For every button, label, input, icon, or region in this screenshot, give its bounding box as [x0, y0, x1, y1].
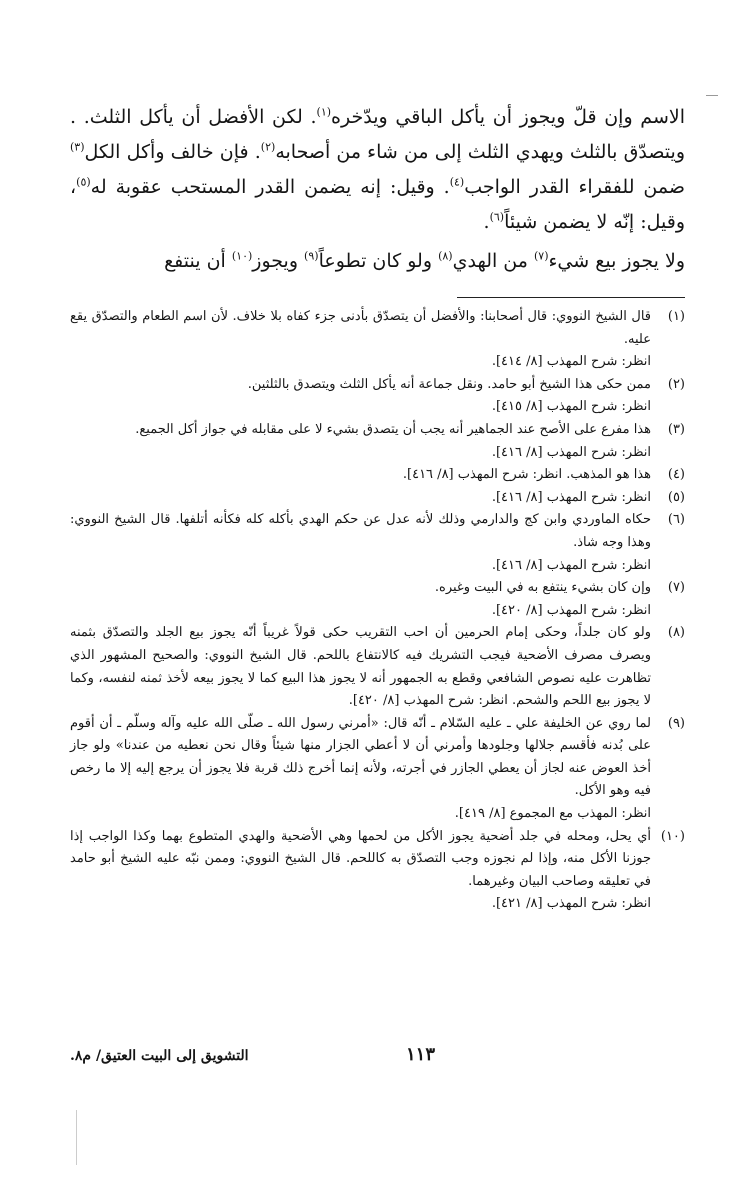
footnote-line: انظر: شرح المهذب [٨/ ٤١٤].: [491, 354, 651, 370]
footnote-ref: (٧): [533, 249, 549, 263]
footnote-body: [70, 509, 651, 577]
scan-mark: [706, 95, 718, 96]
footnote-body: [70, 374, 651, 419]
footnote-number: (٩): [667, 715, 685, 731]
footnote-line: انظر: شرح المهذب [٨/ ٤٢٠].: [491, 602, 651, 618]
footnotes: [70, 306, 685, 916]
footnote-body: [70, 487, 651, 510]
footnote-number: (١): [667, 309, 685, 324]
scan-mark-bottom: [76, 1110, 77, 1165]
text-run: .: [483, 211, 490, 233]
main-text: [70, 100, 685, 279]
footnote-number: (٥): [667, 489, 685, 505]
footnote-line: هذا هو المذهب. انظر: شرح المهذب [٨/ ٤١٦].: [402, 467, 651, 483]
text-run: ولو كان تطوعاً: [318, 250, 439, 272]
footnote-number: (٣): [667, 421, 685, 437]
footnote: [70, 306, 685, 374]
footnote-line: هذا مفرع على الأصح عند الجماهير أنه يجب أن يتصدق بشيء لا على مقابله في جواز أكل الجميع.: [135, 421, 651, 437]
footnote-line: انظر: شرح المهذب [٨/ ٤١٦].: [491, 489, 651, 505]
footnote-line: ولو كان جلداً، وحكى إمام الحرمين أن احب التقريب حكى قولاً غريباً أنّه يجوز بيع الجلد والتصدّق بثمنه ويصرف مصرف الأضحية فيجب التشريك فيه كالانتفاع باللحم. قال الشيخ النووي: والصحيح المشهور الذي تظاهرت عليه نصوص الشافعي وقطع به الجمهور أنه لا يجوز هذا البيع كما لا يجوز بيعه لأخذ ثمنه لنفسه، وكما لا يجوز بيع اللحم والشحم. انظر: شرح المهذب [٨/ ٤٢٠].: [70, 625, 651, 709]
footnote: [70, 374, 685, 419]
footnote-body: [70, 826, 651, 916]
footnote-separator: [457, 297, 685, 298]
running-title: التشويق إلى البيت العتيق/ م٨.: [70, 1048, 249, 1064]
footnote-body: [70, 577, 651, 622]
footnote: [70, 509, 685, 577]
footnote-ref: (٨): [438, 249, 453, 263]
text-run: ضمن للفقراء القدر الواجب: [464, 176, 685, 198]
text-run: ، وقيل: إنّه لا يضمن شيئاً: [70, 176, 685, 233]
footnote: [70, 419, 685, 464]
footnote: [70, 713, 685, 826]
footnote-ref: (٥): [76, 175, 91, 189]
page-footer: [70, 1044, 685, 1065]
text-run: الاسم وإن قلّ ويجوز أن يأكل الباقي ويدّخره: [331, 106, 685, 128]
text-run: ويجوز: [252, 250, 305, 272]
footnote: [70, 826, 685, 916]
main-paragraph-1: [70, 100, 685, 240]
footnote-body: [70, 622, 651, 712]
footnote-line: انظر: المهذب مع المجموع [٨/ ٤١٩].: [454, 806, 651, 822]
footnote: [70, 577, 685, 622]
footnote-number: (٧): [667, 580, 685, 596]
text-run: . وقيل: إنه يضمن القدر المستحب عقوبة له: [90, 176, 450, 198]
text-run: . فإن خالف وأكل الكل: [84, 141, 261, 163]
footnote-ref: (٣): [70, 140, 85, 154]
footnote-line: ممن حكى هذا الشيخ أبو حامد. ونقل جماعة أنه يأكل الثلث ويتصدق بالثلثين.: [247, 376, 651, 392]
footnote-line: حكاه الماوردي وابن كج والدارمي وذلك لأنه عدل عن حكم الهدي بأكله كله فكأنه أتلفها. قال الشيخ النووي: وهذا وجه شاذ.: [70, 512, 651, 550]
footnote-ref: (١): [316, 105, 332, 119]
footnote-body: [70, 713, 651, 826]
page-number: ١١٣: [405, 1044, 435, 1065]
text-run: أن ينتفع: [164, 250, 232, 272]
footnote-ref: (٦): [489, 210, 505, 224]
main-paragraph-2: [70, 244, 685, 279]
footnote-line: أي يحل، ومحله في جلد أضحية يجوز الأكل من لحمها وهي الأضحية والهدي المتطوع بهما وكذا الواجب إذا جوزنا الأكل منه، وإذا لم نجوزه وجب التصدّق به كاللحم. قال الشيخ النووي: وممن نبّه عليه الشيخ أبو حامد في تعليقه وصاحب البيان وغيرهما.: [70, 828, 651, 889]
footnote-number: (٢): [667, 376, 685, 392]
footnote-line: انظر: شرح المهذب [٨/ ٤٢١].: [491, 896, 651, 912]
footnote-ref: (٤): [449, 175, 465, 189]
footnote-number: (٤): [667, 467, 685, 483]
page-content: [70, 100, 685, 916]
footnote-line: انظر: شرح المهذب [٨/ ٤١٦].: [491, 557, 651, 573]
text-run: من الهدي: [452, 250, 534, 272]
footnote-ref: (١٠): [231, 249, 253, 263]
footnote-body: [70, 306, 651, 374]
footnote-number: (٦): [667, 512, 685, 528]
footnote-body: [70, 464, 651, 487]
text-run: . لكن الأفضل أن يأكل الثلث. . ويتصدّق بالثلث ويهدي الثلث إلى من شاء من أصحابه: [70, 106, 685, 163]
footnote-ref: (٩): [304, 249, 319, 263]
footnote-line: انظر: شرح المهذب [٨/ ٤١٥].: [491, 399, 651, 415]
footnote-line: وإن كان بشيء ينتفع به في البيت وغيره.: [434, 580, 651, 596]
footnote-number: (١٠): [660, 828, 685, 844]
footnote-number: (٨): [667, 625, 685, 641]
footnote-line: انظر: شرح المهذب [٨/ ٤١٦].: [491, 444, 651, 460]
footnote-body: [70, 419, 651, 464]
footnote: [70, 464, 685, 487]
footnote: [70, 487, 685, 510]
footnote: [70, 622, 685, 712]
footnote-line: لما روي عن الخليفة علي ـ عليه السّلام ـ أنّه قال: «أمرني رسول الله ـ صلّى الله عليه وآله وسلّم ـ أن أقوم على بُدنه فأقسم جلالها وجلودها وأمرني أن لا أعطي الجزار منها شيئاً وقال نحن نعطيه من عندنا» ولو جاز أخذ العوض عنه لجاز أن يعطي الجازر في أجرته، ولأنه إنما أخرج ذلك قربة فلا يجوز أن يرجع إليه إلا ما رخص فيه وهو الأكل.: [70, 715, 651, 799]
footnote-ref: (٢): [260, 140, 276, 154]
text-run: ولا يجوز بيع شيء: [548, 250, 685, 272]
footnote-line: قال الشيخ النووي: قال أصحابنا: والأفضل أن يتصدّق بأدنى جزء كفاه بلا خلاف. لأن اسم الطعام والتصدّق يقع عليه.: [70, 309, 651, 347]
